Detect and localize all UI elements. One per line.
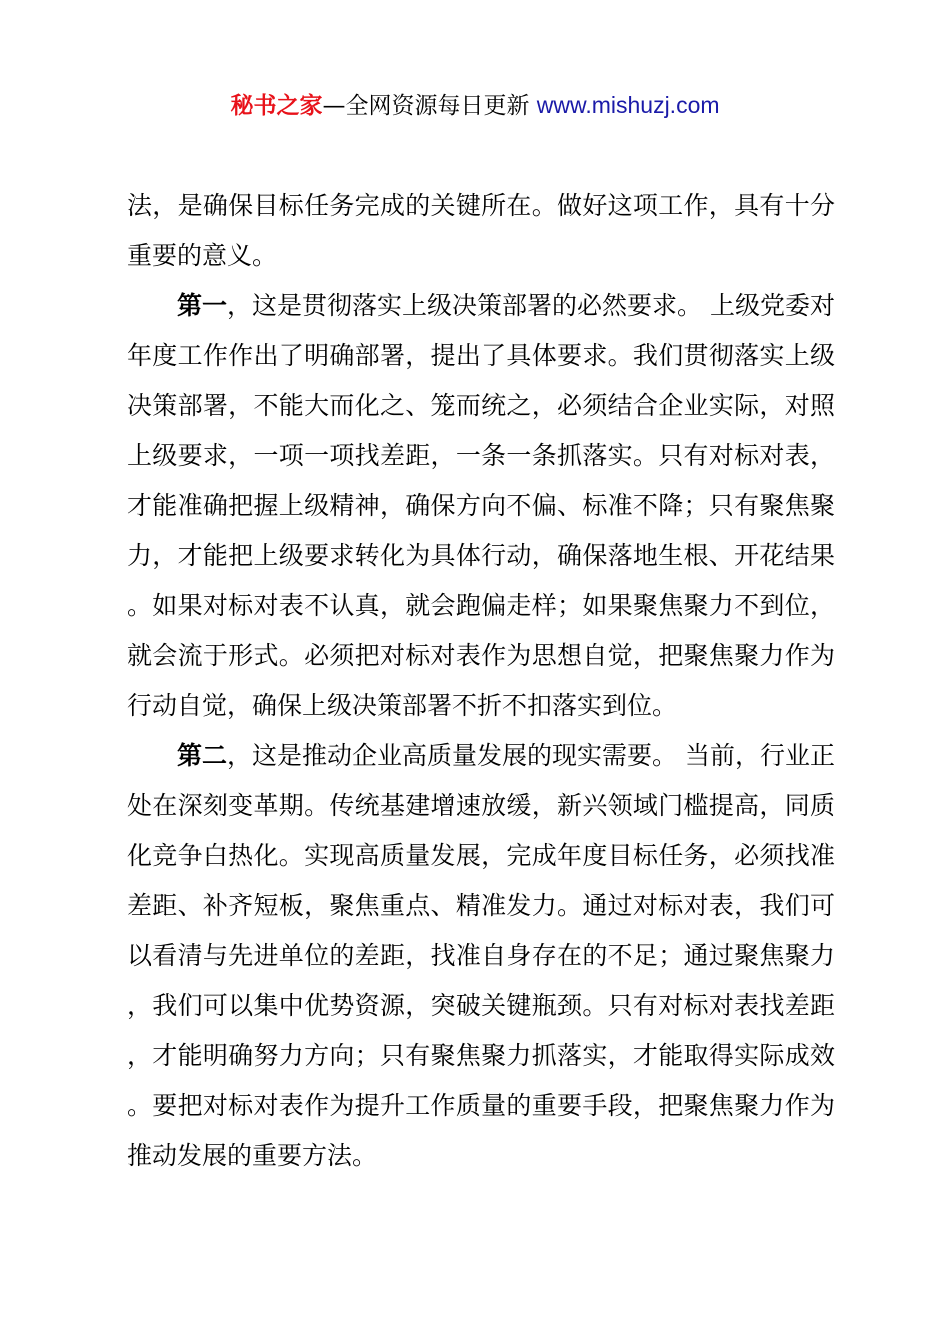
site-tagline: —全网资源每日更新 (322, 93, 537, 119)
document-body (127, 181, 835, 1181)
paragraph-text: ，这是推动企业高质量发展的现实需要。 当前，行业正处在深刻变革期。传统基建增速放缓，新兴领域门槛提高，同质化竞争白热化。实现高质量发展，完成年度目标任务，必须找准差距、补齐短板，聚焦重点、精准发力。通过对标对表，我们可以看清与先进单位的差距，找准自身存在的不足；通过聚焦聚力，我们可以集中优势资源，突破关键瓶颈。只有对标对表找差距，才能明确努力方向；只有聚焦聚力抓落实，才能取得实际成效。要把对标对表作为提升工作质量的重要手段，把聚焦聚力作为推动发展的重要方法。 (127, 741, 835, 1170)
paragraph-lead: 第一 (177, 291, 228, 320)
paragraph-text: 法，是确保目标任务完成的关键所在。做好这项工作，具有十分重要的意义。 (127, 191, 835, 270)
site-brand: 秘书之家 (230, 93, 323, 119)
paragraph-first-point (127, 281, 835, 731)
paragraph-continuation (127, 181, 835, 281)
paragraph-second-point (127, 731, 835, 1181)
page-header (0, 88, 950, 123)
paragraph-lead: 第二 (177, 741, 228, 770)
site-url-link[interactable]: www.mishuzj.com (536, 92, 720, 118)
paragraph-text: ，这是贯彻落实上级决策部署的必然要求。 上级党委对年度工作作出了明确部署，提出了具体要求。我们贯彻落实上级决策部署，不能大而化之、笼而统之，必须结合企业实际，对照上级要求，一项一项找差距，一条一条抓落实。只有对标对表，才能准确把握上级精神，确保方向不偏、标准不降；只有聚焦聚力，才能把上级要求转化为具体行动，确保落地生根、开花结果。如果对标对表不认真，就会跑偏走样；如果聚焦聚力不到位，就会流于形式。必须把对标对表作为思想自觉，把聚焦聚力作为行动自觉，确保上级决策部署不折不扣落实到位。 (127, 291, 835, 720)
